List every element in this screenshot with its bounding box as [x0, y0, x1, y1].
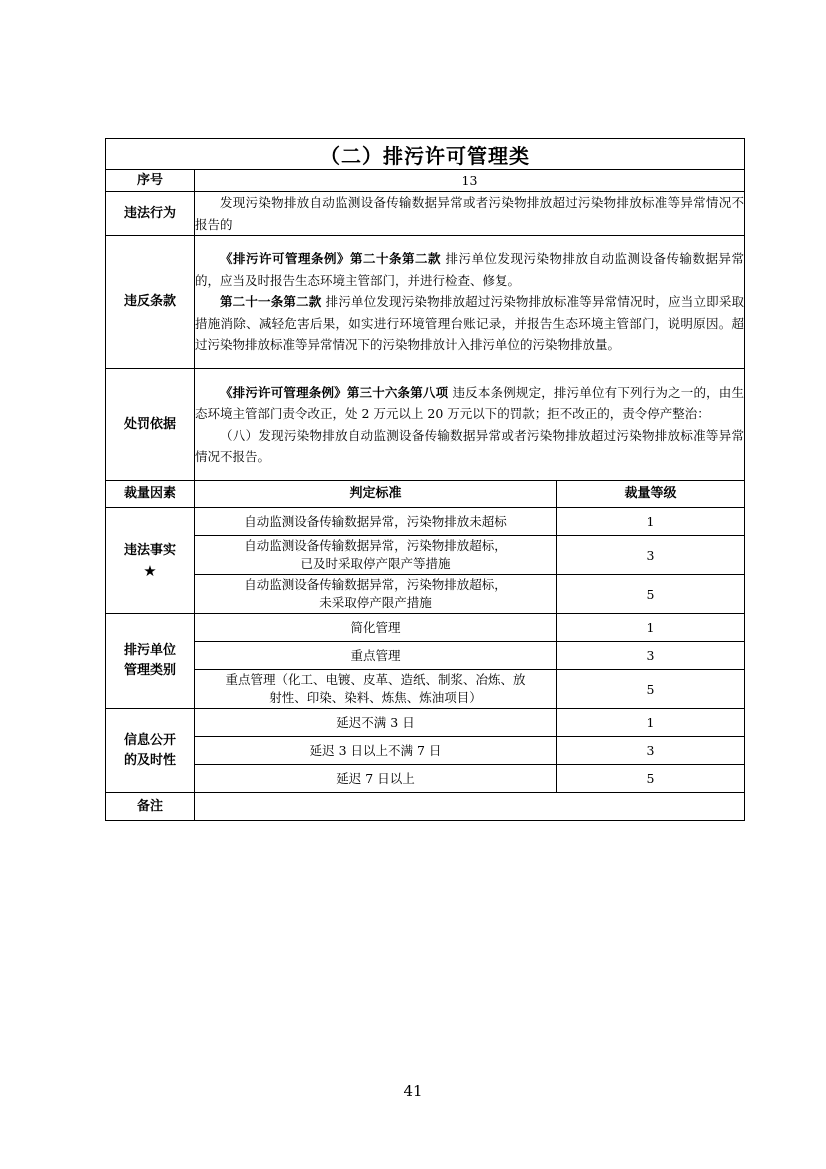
table-row	[106, 536, 745, 575]
serial-row	[106, 170, 745, 192]
level-cell: 3	[557, 536, 745, 575]
criteria-cell: 重点管理（化工、电镀、皮革、造纸、制浆、冶炼、放 射性、印染、染料、炼焦、炼油项目）	[195, 670, 557, 709]
title-row	[106, 139, 745, 170]
star-icon: ★	[143, 561, 157, 580]
table-row	[106, 765, 745, 793]
level-cell: 1	[557, 709, 745, 737]
table-row	[106, 670, 745, 709]
clause-2-title: 第二十一条第二款	[220, 294, 322, 310]
clause-1-title: 《排污许可管理条例》第二十条第二款	[220, 251, 442, 267]
violation-row	[106, 192, 745, 236]
criteria-cell: 延迟 3 日以上不满 7 日	[195, 737, 557, 765]
penalty-paragraph-1	[195, 382, 744, 425]
criteria-cell: 重点管理	[195, 642, 557, 670]
serial-value: 13	[195, 170, 745, 192]
factor-label-facts: 违法事实 ★	[106, 508, 195, 614]
clause-paragraph-1	[195, 248, 744, 291]
table-row	[106, 508, 745, 536]
criteria-cell: 自动监测设备传输数据异常，污染物排放超标， 已及时采取停产限产等措施	[195, 536, 557, 575]
remarks-row	[106, 793, 745, 821]
discretion-table	[105, 138, 745, 821]
penalty-text: 违反本条例规定，排污单位有下列行为之一的，由生态环境主管部门责令改正，处 2 万元以上 20 万元以下的罚款；拒不改正的，责令停产整治：	[195, 384, 744, 421]
violated-clauses-row	[106, 236, 745, 369]
criteria-header: 判定标准	[195, 481, 557, 508]
serial-label: 序号	[106, 170, 195, 192]
factor-header: 裁量因素	[106, 481, 195, 508]
table-row	[106, 614, 745, 642]
factor-label-timeliness: 信息公开 的及时性	[106, 709, 195, 793]
penalty-basis-row	[106, 369, 745, 481]
header-row	[106, 481, 745, 508]
level-cell: 3	[557, 737, 745, 765]
level-cell: 3	[557, 642, 745, 670]
criteria-cell: 延迟 7 日以上	[195, 765, 557, 793]
violation-text: 发现污染物排放自动监测设备传输数据异常或者污染物排放超过污染物排放标准等异常情况不报告的	[195, 195, 745, 232]
table-title: （二）排污许可管理类	[106, 139, 745, 170]
level-cell: 5	[557, 670, 745, 709]
criteria-cell: 自动监测设备传输数据异常，污染物排放未超标	[195, 508, 557, 536]
criteria-cell: 简化管理	[195, 614, 557, 642]
factor-label-category: 排污单位 管理类别	[106, 614, 195, 709]
clause-1-text: 排污单位发现污染物排放自动监测设备传输数据异常的，应当及时报告生态环境主管部门，并进行检查、修复。	[195, 251, 745, 288]
table-row	[106, 737, 745, 765]
remarks-label: 备注	[106, 793, 195, 821]
table-row	[106, 575, 745, 614]
clause-2-text: 排污单位发现污染物排放超过污染物排放标准等异常情况时，应当立即采取措施消除、减轻危害后果，如实进行环境管理台账记录，并报告生态环境主管部门，说明原因。超过污染物排放标准等异常情况下的污染物排放计入排污单位的污染物排放量。	[195, 294, 745, 353]
penalty-basis-label: 处罚依据	[106, 369, 195, 481]
violated-clauses-label: 违反条款	[106, 236, 195, 369]
penalty-title: 《排污许可管理条例》第三十六条第八项	[220, 384, 449, 400]
level-cell: 5	[557, 765, 745, 793]
remarks-value	[195, 793, 745, 821]
violation-label: 违法行为	[106, 192, 195, 236]
penalty-paragraph-2: （八）发现污染物排放自动监测设备传输数据异常或者污染物排放超过污染物排放标准等异常情况不报告。	[195, 427, 745, 464]
level-cell: 5	[557, 575, 745, 614]
level-header: 裁量等级	[557, 481, 745, 508]
table-row	[106, 642, 745, 670]
table-row	[106, 709, 745, 737]
level-cell: 1	[557, 614, 745, 642]
criteria-cell: 延迟不满 3 日	[195, 709, 557, 737]
page-number: 41	[403, 1082, 423, 1100]
criteria-cell: 自动监测设备传输数据异常，污染物排放超标， 未采取停产限产措施	[195, 575, 557, 614]
level-cell: 1	[557, 508, 745, 536]
clause-paragraph-2	[195, 291, 744, 356]
